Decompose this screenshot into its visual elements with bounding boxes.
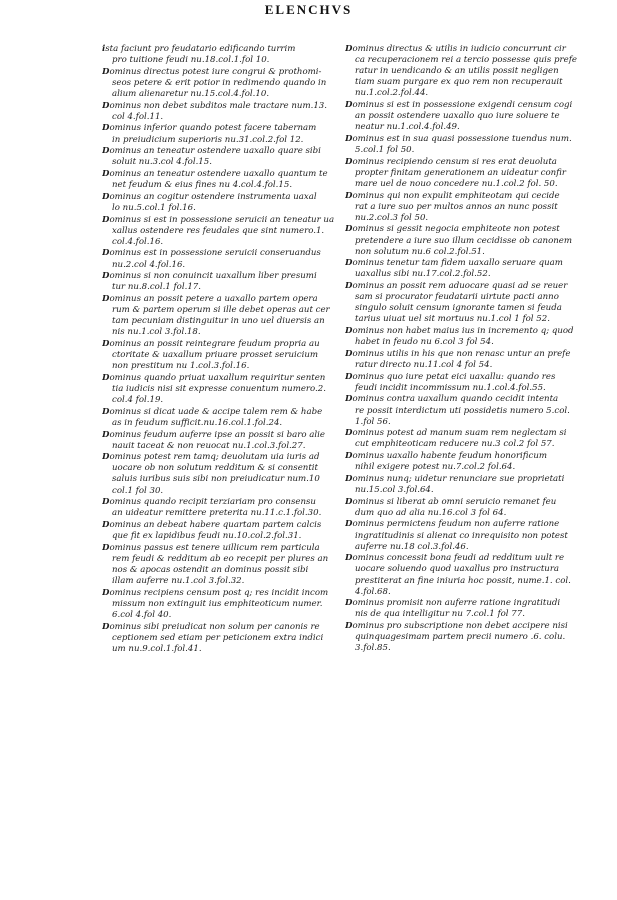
index-entry [345,281,583,325]
entry-line: Dominus directus & utilis in iudicio concurrunt cir [345,44,566,54]
entry-line: Dominus an debeat habere quartam partem calcis [102,520,322,531]
entry-line: ingratitudinis si alienat co inrequisito non potest [355,530,568,541]
entry-line: 6.col 4.fol 40. [112,609,172,620]
entry-line: Dominus sibi preiudicat non solum per canonis re [102,621,320,632]
entry-line: ratur in uendicando & an utilis possit negligen [355,66,559,77]
entry-line: Dominus an cogitur ostendere instrumenta uaxal [102,191,317,202]
entry-line: an uideatur remittere preterita nu.11.c.1.fol.30. [112,508,322,519]
entry-line: nu.2.col 4.fol.16. [112,259,186,270]
entry-line: col.4 fol.19. [112,395,164,406]
entry-line: uaxallus sibi nu.17.col.2.fol.52. [355,269,491,280]
entry-line: que fit ex lapidibus feudi nu.10.col.2.fol.31. [112,531,302,542]
entry-line: pretendere a iure suo illum cecidisse ob canonem [355,235,573,246]
index-entry [102,215,340,248]
entry-line: nu.2.col.3 fol 50. [355,212,429,223]
entry-line: singulo soluit censum ignorante tamen si feuda [355,303,562,314]
index-entry [102,146,340,168]
entry-line: lo nu.5.col.1 fol.16. [112,202,196,213]
entry-line: in preiudicium superioris nu.31.col.2.fol 12. [112,134,304,145]
index-entry [102,248,340,270]
index-entry [102,101,340,123]
entry-line: Dominus directus potest iure congrui & prothomi- [102,66,322,77]
entry-line: 1.fol 56. [355,416,391,427]
entry-line: col.1 fol 30. [112,485,164,496]
entry-line: col 4.fol.11. [112,111,164,122]
entry-line: an possit ostendere uaxallo quo iure soluere te [355,111,560,122]
index-entry [102,67,340,100]
entry-line: tarius uiuat uel sit mortuus nu.1.col 1 fol 52. [355,314,550,325]
entry-line: feudi incidit incommissum nu.1.col.4.fol.55. [355,382,546,393]
entry-line: Dominus si est in possessione seruicii an teneatur ua [102,214,335,225]
index-column-right [345,44,583,655]
entry-line: 5.col.1 fol 50. [355,145,415,156]
entry-line: nos & apocas ostendit an dominus possit sibi [112,565,309,575]
entry-line: habet in feudo nu 6.col 3 fol 54. [355,337,494,348]
entry-line: mare uel de nouo concedere nu.1.col.2 fol. 50. [355,178,558,189]
entry-line: Dominus passus est tenere uillicum rem particula [102,542,320,553]
index-entry [345,134,583,156]
index-entry [102,192,340,214]
index-entry [345,428,583,450]
entry-line: missum non extinguit ius emphiteoticum numer. [112,598,323,609]
entry-line: ratur directo nu.11.col 4 fol 54. [355,359,493,370]
entry-line: 3.fol.85. [355,643,391,654]
index-entry [102,44,340,66]
entry-line: neatur nu.1.col.4.fol.49. [355,122,460,133]
entry-line: quinquagesimam partem precii numero .6. colu. [355,632,566,643]
index-entry [345,157,583,190]
entry-line: Dominus an teneatur ostendere uaxallo quantum te [102,169,328,179]
entry-line: Dominus si non conuincit uaxallum liber presumi [102,271,317,282]
index-entry [102,497,340,519]
entry-line: Dominus an possit rem aduocare quasi ad se reuer [345,281,568,292]
index-entry [345,598,583,620]
entry-line: alium alienaretur nu.15.col.4.fol.10. [112,88,270,99]
entry-line: Dominus potest rem tamq; deuolutam uia iuris ad [102,452,320,463]
index-entry [345,258,583,280]
entry-line: uocare soluendo quod uaxallus pro instructura [355,564,560,575]
entry-line: Dominus recipiens censum post q; res incidit incom [102,587,329,598]
index-entry [345,474,583,496]
entry-line: sam si procurator feudatarii uirtute pacti anno [355,292,559,303]
entry-line: ctoritate & uaxallum priuare prosset seruicium [112,350,319,361]
entry-line: 4.fol.68. [355,586,391,597]
entry-line: um nu.9.col.1.fol.41. [112,643,202,654]
entry-line: saluis iuribus suis sibi non preiudicatur num.10 [112,474,320,485]
entry-line: rat a iure suo per multos annos an nunc possit [355,201,558,212]
index-entry [345,519,583,552]
entry-line: nis de qua intelligitur nu 7.col.1 fol 77. [355,609,525,620]
entry-line: non prestitum nu 1.col.3.fol.16. [112,361,250,372]
entry-line: Dominus inferior quando potest facere tabernam [102,123,317,134]
entry-line: Dominus concessit bona feudi ad redditum uult re [345,553,565,564]
index-column-left [102,44,340,656]
entry-line: Dominus quando priuat uaxallum requiritur senten [102,372,326,383]
entry-line: Dominus permictens feudum non auferre ratione [345,519,560,530]
entry-line: illam auferre nu.1.col 3.fol.32. [112,576,245,587]
index-entry [345,326,583,348]
entry-line: nis nu.1.col 3.fol.18. [112,327,201,338]
entry-line: net feudum & eius fines nu 4.col.4.fol.15. [112,180,293,191]
index-entry [345,349,583,371]
index-entry [102,339,340,372]
index-entry [102,430,340,452]
entry-line: Dominus potest ad manum suam rem neglectam si [345,428,567,439]
entry-line: Dominus si est in possessione exigendi censum cogi [345,100,573,111]
index-entry [102,622,340,655]
index-entry [345,621,583,654]
index-entry [345,394,583,427]
entry-line: Dominus promisit non auferre ratione ingratitudi [345,598,561,609]
index-entry [102,294,340,338]
entry-line: propter finitam generationem an uideatur confir [355,167,567,178]
entry-line: pro tuitione feudi nu.18.col.1.fol 10. [112,55,270,66]
entry-line: Dominus utilis in his que non renasc untur an prefe [345,348,571,359]
entry-line: ceptionem sed etiam per peticionem extra indici [112,632,324,643]
entry-line: nihil exigere potest nu.7.col.2 fol.64. [355,462,516,473]
entry-line: cut emphiteoticam reducere nu.3 col.2 fol 57. [355,439,555,450]
entry-line: Dominus nunq; uidetur renunciare sue proprietati [345,473,565,484]
entry-line: tur nu.8.col.1 fol.17. [112,282,201,293]
entry-line: Dominus an teneatur ostendere uaxallo quare sibi [102,146,321,157]
entry-line: nauit taceat & non reuocat nu.1.col.3.fol.27. [112,440,306,451]
index-entry [102,407,340,429]
index-entry [102,520,340,542]
entry-line: Dominus si gessit negocia emphiteote non potest [345,224,560,235]
entry-line: soluit nu.3.col 4.fol.15. [112,157,212,168]
index-entry [345,224,583,257]
entry-line: re possit interdictum uti possidetis numero 5.col. [355,405,570,416]
entry-line: Dominus quo iure petat eici uaxallu: quando res [345,371,556,382]
index-entry [102,588,340,621]
entry-line: uocare ob non solutum redditum & si consentit [112,463,318,474]
entry-line: prestiterat an fine iniuria hoc possit, nume.1. col. [355,575,571,586]
entry-line: Dominus est in sua quasi possessione tuendus num. [345,133,572,144]
entry-line: dum quo ad alia nu.16.col 3 fol 64. [355,507,507,518]
entry-line: Dominus si liberat ab omni seruicio remanet feu [345,496,557,507]
index-entry [102,169,340,191]
entry-line: Dominus si dicat uade & accipe talem rem & habe [102,406,323,417]
index-entry [345,451,583,473]
index-entry [345,44,583,99]
entry-line: xallus ostendere res feudales que sint numero.1. [112,225,325,236]
entry-line: Dominus an possit reintegrare feudum propria au [102,338,320,349]
entry-line: Dominus qui non expulit emphiteotam qui cecide [345,190,560,201]
entry-line: nu.1.col.2.fol.44. [355,88,429,99]
entry-line: rum & partem operum si ille debet operas aut cer [112,305,330,316]
entry-line: Dominus recipiendo censum si res erat deuoluta [345,156,557,167]
index-entry [345,100,583,133]
index-entry [102,271,340,293]
index-entry [345,553,583,597]
index-entry [102,452,340,496]
entry-line: Dominus an possit petere a uaxallo partem opera [102,294,318,304]
index-entry [345,191,583,224]
index-entry [345,372,583,394]
index-entry [102,123,340,145]
entry-line: Dominus est in possessione seruicii conseruandus [102,248,321,259]
entry-line: rem feudi & redditum ab eo recepit per plures an [112,553,329,564]
entry-line: as in feudum sufficit.nu.16.col.1.fol.24. [112,417,283,428]
entry-line: tiam suam purgare ex quo rem non recuperauit [355,77,563,88]
entry-line: seos petere & erit potior in redimendo quando in [112,77,327,88]
entry-line: col.4.fol.16. [112,236,164,247]
entry-line: ca recuperacionem rei a tercio possesse quis prefe [355,55,578,66]
entry-line: Dominus quando recipit terziariam pro consensu [102,497,316,508]
entry-line: Dominus non habet maius ius in incremento q; quod [345,326,574,337]
entry-line: nu.15.col 3.fol.64. [355,484,434,495]
entry-line: Dominus tenetur tam fidem uaxallo seruare quam [345,258,563,269]
entry-line: tia iudicis nisi sit expresse conuentum numero.2. [112,383,326,394]
entry-line: tam pecuniam distinguitur in uno uel diuersis an [112,316,325,327]
entry-line: Dominus pro subscriptione non debet accipere nisi [345,621,568,632]
entry-line: auferre nu.18 col.3.fol.46. [355,541,469,552]
index-entry [345,497,583,519]
entry-line: ista faciunt pro feudatario edificando turrim [102,44,296,54]
entry-line: Dominus feudum auferre ipse an possit si baro alie [102,429,325,440]
entry-line: non solutum nu.6 col.2.fol.51. [355,246,485,257]
entry-line: Dominus non debet subditos male tractare num.13. [102,100,327,111]
index-entry [102,373,340,406]
entry-line: Dominus uaxallo habente feudum honorificum [345,451,548,462]
running-header: ELENCHVS [264,2,353,17]
entry-line: Dominus contra uaxallum quando cecidit intenta [345,394,559,405]
index-entry [102,543,340,587]
